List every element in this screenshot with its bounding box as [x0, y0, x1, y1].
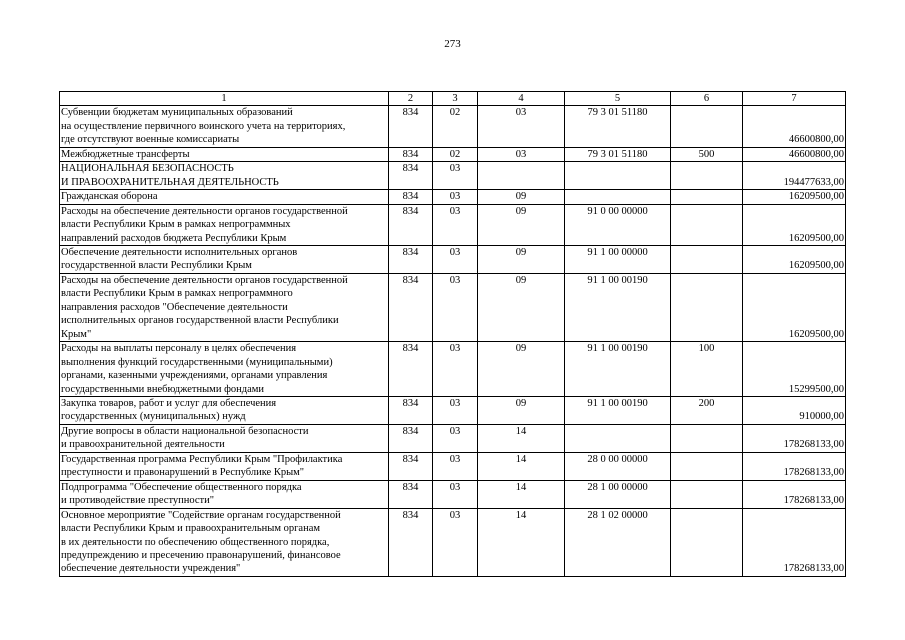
- target-article-cell: 79 3 01 51180: [565, 147, 671, 161]
- expense-type-cell: 500: [671, 147, 743, 161]
- ministry-code-cell: 834: [389, 424, 433, 452]
- expense-type-cell: [671, 162, 743, 190]
- header-row: [60, 92, 846, 106]
- amount-cell: 16209500,00: [743, 190, 846, 204]
- section-code-cell: 02: [433, 106, 478, 147]
- subsection-code-cell: 03: [478, 147, 565, 161]
- ministry-code-cell: 834: [389, 245, 433, 273]
- subsection-code-cell: 14: [478, 424, 565, 452]
- row-name-cell: Государственная программа Республики Крым "Профилактика преступности и правонарушений в Республике Крым": [60, 452, 389, 480]
- amount-cell: 16209500,00: [743, 204, 846, 245]
- subsection-code-cell: 09: [478, 190, 565, 204]
- amount-cell: 178268133,00: [743, 424, 846, 452]
- expense-type-cell: [671, 480, 743, 508]
- target-article-cell: [565, 190, 671, 204]
- table-row: [60, 452, 846, 480]
- subsection-code-cell: 03: [478, 106, 565, 147]
- amount-cell: 16209500,00: [743, 245, 846, 273]
- section-code-cell: 03: [433, 424, 478, 452]
- expense-type-cell: [671, 190, 743, 204]
- table-row: [60, 424, 846, 452]
- section-code-cell: 03: [433, 190, 478, 204]
- row-name-cell: Расходы на выплаты персоналу в целях обеспечения выполнения функций государственными (муниципальными) органами, казенными учреждениями, органами управления государственными внебюджетными фондами: [60, 342, 389, 397]
- ministry-code-cell: 834: [389, 147, 433, 161]
- header-col-7: 7: [743, 92, 846, 106]
- header-col-2: 2: [389, 92, 433, 106]
- table-row: [60, 106, 846, 147]
- ministry-code-cell: 834: [389, 396, 433, 424]
- amount-cell: 46600800,00: [743, 147, 846, 161]
- header-col-6: 6: [671, 92, 743, 106]
- table-row: [60, 273, 846, 341]
- amount-cell: 178268133,00: [743, 480, 846, 508]
- target-article-cell: 28 1 02 00000: [565, 508, 671, 576]
- section-code-cell: 03: [433, 396, 478, 424]
- ministry-code-cell: 834: [389, 480, 433, 508]
- expense-type-cell: [671, 245, 743, 273]
- row-name-cell: Субвенции бюджетам муниципальных образований на осуществление первичного воинского учета на территориях, где отсутствуют военные комиссариаты: [60, 106, 389, 147]
- ministry-code-cell: 834: [389, 273, 433, 341]
- expense-type-cell: [671, 106, 743, 147]
- budget-table: [59, 91, 846, 577]
- amount-cell: 46600800,00: [743, 106, 846, 147]
- row-name-cell: Обеспечение деятельности исполнительных органов государственной власти Республики Крым: [60, 245, 389, 273]
- target-article-cell: 91 1 00 00190: [565, 342, 671, 397]
- ministry-code-cell: 834: [389, 106, 433, 147]
- ministry-code-cell: 834: [389, 452, 433, 480]
- section-code-cell: 03: [433, 273, 478, 341]
- amount-cell: 16209500,00: [743, 273, 846, 341]
- table-body: [60, 106, 846, 576]
- ministry-code-cell: 834: [389, 508, 433, 576]
- header-col-3: 3: [433, 92, 478, 106]
- expense-type-cell: [671, 204, 743, 245]
- target-article-cell: 91 1 00 00190: [565, 273, 671, 341]
- subsection-code-cell: 09: [478, 204, 565, 245]
- expense-type-cell: [671, 452, 743, 480]
- ministry-code-cell: 834: [389, 342, 433, 397]
- subsection-code-cell: [478, 162, 565, 190]
- target-article-cell: 28 0 00 00000: [565, 452, 671, 480]
- table-row: [60, 147, 846, 161]
- subsection-code-cell: 14: [478, 480, 565, 508]
- header-col-1: 1: [60, 92, 389, 106]
- ministry-code-cell: 834: [389, 162, 433, 190]
- target-article-cell: [565, 424, 671, 452]
- subsection-code-cell: 09: [478, 273, 565, 341]
- row-name-cell: Расходы на обеспечение деятельности органов государственной власти Республики Крым в рамках непрограммного направления расходов "Обеспечение деятельности исполнительных органов государственной власти Республики Крым": [60, 273, 389, 341]
- section-code-cell: 03: [433, 480, 478, 508]
- expense-type-cell: [671, 508, 743, 576]
- expense-type-cell: [671, 424, 743, 452]
- amount-cell: 15299500,00: [743, 342, 846, 397]
- section-code-cell: 03: [433, 162, 478, 190]
- row-name-cell: Расходы на обеспечение деятельности органов государственной власти Республики Крым в рамках непрограммных направлений расходов бюджета Республики Крым: [60, 204, 389, 245]
- subsection-code-cell: 14: [478, 452, 565, 480]
- subsection-code-cell: 09: [478, 342, 565, 397]
- target-article-cell: 79 3 01 51180: [565, 106, 671, 147]
- amount-cell: 910000,00: [743, 396, 846, 424]
- page-number: 273: [444, 38, 461, 50]
- amount-cell: 194477633,00: [743, 162, 846, 190]
- row-name-cell: НАЦИОНАЛЬНАЯ БЕЗОПАСНОСТЬ И ПРАВООХРАНИТЕЛЬНАЯ ДЕЯТЕЛЬНОСТЬ: [60, 162, 389, 190]
- section-code-cell: 02: [433, 147, 478, 161]
- target-article-cell: 91 0 00 00000: [565, 204, 671, 245]
- row-name-cell: Основное мероприятие "Содействие органам государственной власти Республики Крым и правоохранительным органам в их деятельности по обеспечению общественного порядка, предупреждению и пресечению правонарушений, финансовое обеспечение деятельности учреждения": [60, 508, 389, 576]
- section-code-cell: 03: [433, 452, 478, 480]
- subsection-code-cell: 14: [478, 508, 565, 576]
- target-article-cell: 91 1 00 00190: [565, 396, 671, 424]
- section-code-cell: 03: [433, 245, 478, 273]
- ministry-code-cell: 834: [389, 204, 433, 245]
- target-article-cell: 91 1 00 00000: [565, 245, 671, 273]
- table-row: [60, 190, 846, 204]
- table-row: [60, 204, 846, 245]
- table-row: [60, 162, 846, 190]
- header-col-4: 4: [478, 92, 565, 106]
- expense-type-cell: [671, 273, 743, 341]
- section-code-cell: 03: [433, 204, 478, 245]
- row-name-cell: Другие вопросы в области национальной безопасности и правоохранительной деятельности: [60, 424, 389, 452]
- ministry-code-cell: 834: [389, 190, 433, 204]
- row-name-cell: Подпрограмма "Обеспечение общественного порядка и противодействие преступности": [60, 480, 389, 508]
- subsection-code-cell: 09: [478, 245, 565, 273]
- table-row: [60, 245, 846, 273]
- amount-cell: 178268133,00: [743, 452, 846, 480]
- target-article-cell: 28 1 00 00000: [565, 480, 671, 508]
- row-name-cell: Гражданская оборона: [60, 190, 389, 204]
- expense-type-cell: 100: [671, 342, 743, 397]
- subsection-code-cell: 09: [478, 396, 565, 424]
- table-row: [60, 396, 846, 424]
- table-row: [60, 480, 846, 508]
- section-code-cell: 03: [433, 508, 478, 576]
- table-row: [60, 342, 846, 397]
- amount-cell: 178268133,00: [743, 508, 846, 576]
- row-name-cell: Межбюджетные трансферты: [60, 147, 389, 161]
- target-article-cell: [565, 162, 671, 190]
- row-name-cell: Закупка товаров, работ и услуг для обеспечения государственных (муниципальных) нужд: [60, 396, 389, 424]
- table-row: [60, 508, 846, 576]
- expense-type-cell: 200: [671, 396, 743, 424]
- header-col-5: 5: [565, 92, 671, 106]
- section-code-cell: 03: [433, 342, 478, 397]
